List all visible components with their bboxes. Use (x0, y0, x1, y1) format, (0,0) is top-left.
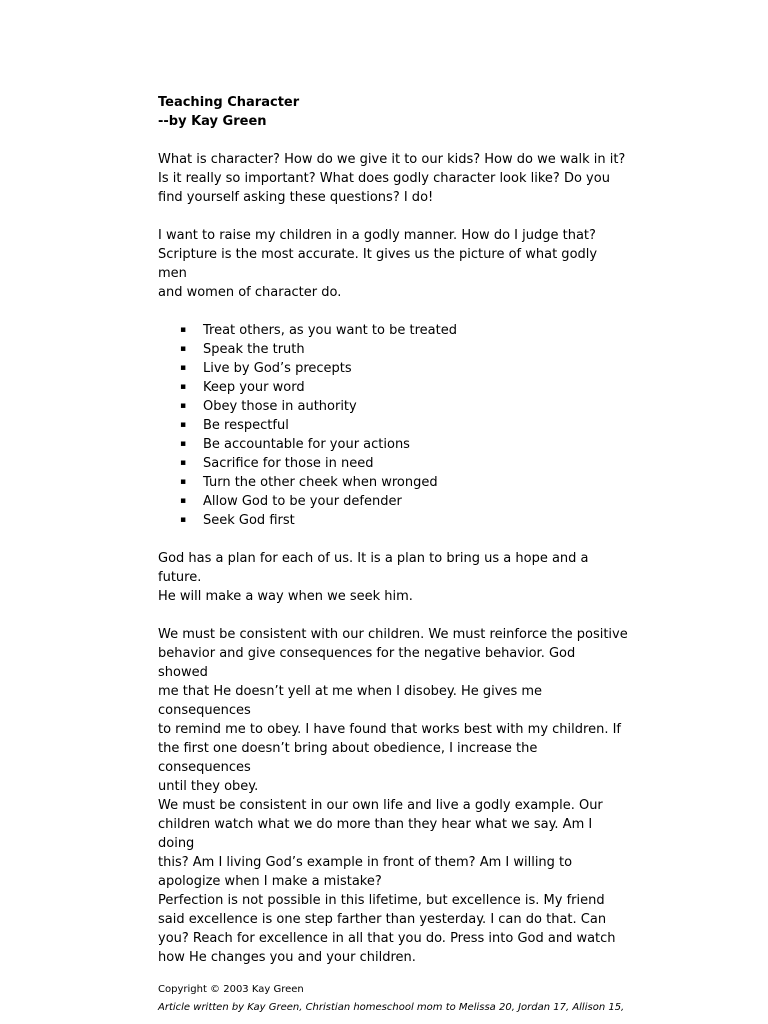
consistency-line: how He changes you and your children. (158, 950, 416, 965)
list-item (158, 321, 628, 340)
scripture-line: and women of character do. (158, 285, 342, 300)
spacer (158, 606, 628, 625)
bullet-icon: ▪ (180, 458, 187, 468)
character-list (158, 321, 628, 530)
list-item (158, 416, 628, 435)
list-item-text: Obey those in authority (203, 399, 357, 414)
consistency-line: this? Am I living God’s example in front of them? Am I willing to (158, 855, 573, 870)
scripture-line: Scripture is the most accurate. It gives us the picture of what godly men (158, 247, 598, 281)
list-item (158, 397, 628, 416)
consistency-line: said excellence is one step farther than yesterday. I can do that. Can (158, 912, 607, 927)
list-item-text: Keep your word (203, 380, 305, 395)
list-item-text: Allow God to be your defender (203, 494, 402, 509)
intro-line: Is it really so important? What does godly character look like? Do you (158, 171, 610, 186)
bullet-icon: ▪ (180, 344, 187, 354)
list-item (158, 454, 628, 473)
bullet-icon: ▪ (180, 382, 187, 392)
spacer (158, 207, 628, 226)
consistency-line: me that He doesn’t yell at me when I disobey. He gives me consequences (158, 684, 543, 718)
consistency-line: the first one doesn’t bring about obedience, I increase the consequences (158, 741, 538, 775)
list-item (158, 435, 628, 454)
bullet-icon: ▪ (180, 325, 187, 335)
list-item-text: Sacrifice for those in need (203, 456, 374, 471)
bullet-icon: ▪ (180, 420, 187, 430)
bullet-icon: ▪ (180, 515, 187, 525)
list-item-text: Turn the other cheek when wronged (203, 475, 438, 490)
list-item (158, 340, 628, 359)
consistency-line: We must be consistent with our children. We must reinforce the positive (158, 627, 628, 642)
article-credit: Article written by Kay Green, Christian homeschool mom to Melissa 20, Jordan 17, Allison 15, (158, 1002, 625, 1013)
consistency-line: you? Reach for excellence in all that you do. Press into God and watch (158, 931, 616, 946)
plan-paragraph (158, 549, 628, 606)
list-item (158, 511, 628, 530)
bullet-icon: ▪ (180, 477, 187, 487)
consistency-line: to remind me to obey. I have found that works best with my children. If (158, 722, 621, 737)
list-item-text: Speak the truth (203, 342, 305, 357)
list-item (158, 492, 628, 511)
list-item-text: Seek God first (203, 513, 295, 528)
consistency-paragraph (158, 625, 628, 967)
bullet-icon: ▪ (180, 363, 187, 373)
consistency-line: children watch what we do more than they hear what we say. Am I doing (158, 817, 593, 851)
intro-line: What is character? How do we give it to our kids? How do we walk in it? (158, 152, 626, 167)
spacer (158, 302, 628, 321)
spacer (158, 131, 628, 150)
list-item (158, 473, 628, 492)
consistency-line: We must be consistent in our own life and live a godly example. Our (158, 798, 603, 813)
author-byline: --by Kay Green (158, 114, 267, 129)
footer (158, 981, 628, 1017)
list-item-text: Live by God’s precepts (203, 361, 352, 376)
list-item-text: Treat others, as you want to be treated (203, 323, 457, 338)
consistency-line: until they obey. (158, 779, 259, 794)
intro-paragraph (158, 150, 628, 207)
scripture-line: I want to raise my children in a godly manner. How do I judge that? (158, 228, 596, 243)
plan-line: God has a plan for each of us. It is a plan to bring us a hope and a future. (158, 551, 589, 585)
list-item-text: Be respectful (203, 418, 289, 433)
bullet-icon: ▪ (180, 496, 187, 506)
bullet-icon: ▪ (180, 439, 187, 449)
document-page (158, 93, 628, 1017)
spacer (158, 530, 628, 549)
list-item (158, 378, 628, 397)
list-item-text: Be accountable for your actions (203, 437, 410, 452)
consistency-line: behavior and give consequences for the negative behavior. God showed (158, 646, 576, 680)
intro-line: find yourself asking these questions? I do! (158, 190, 434, 205)
consistency-line: apologize when I make a mistake? (158, 874, 382, 889)
consistency-line: Perfection is not possible in this lifetime, but excellence is. My friend (158, 893, 605, 908)
scripture-paragraph (158, 226, 628, 302)
bullet-icon: ▪ (180, 401, 187, 411)
list-item (158, 359, 628, 378)
copyright-notice: Copyright © 2003 Kay Green (158, 984, 304, 995)
document-title: Teaching Character (158, 95, 300, 110)
plan-line: He will make a way when we seek him. (158, 589, 413, 604)
